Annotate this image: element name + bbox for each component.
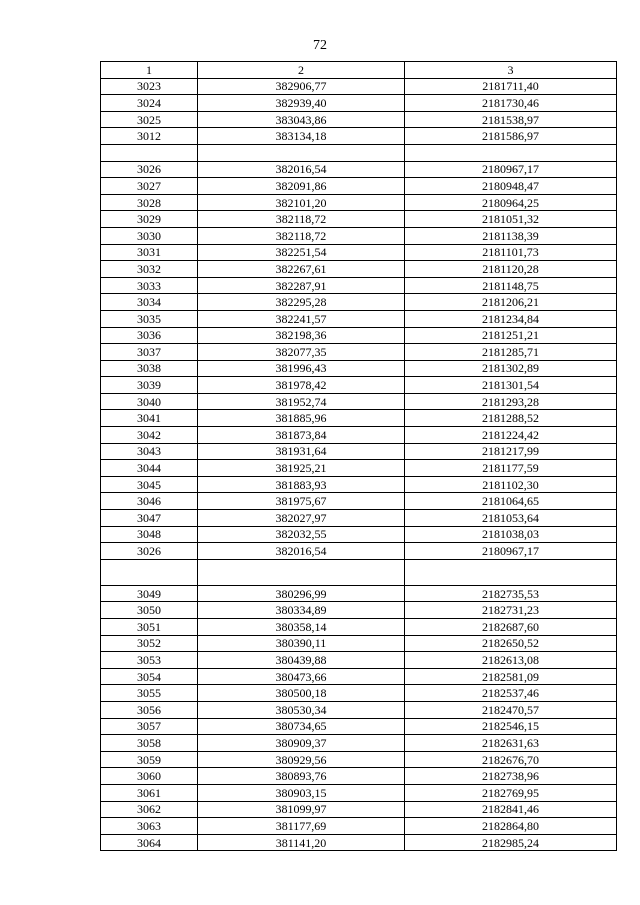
table-row [101,718,617,735]
table-row [101,360,617,377]
point-number-cell: 3053 [101,652,198,669]
group-separator-row [101,559,617,585]
y-coordinate-cell: 2182537,46 [405,685,617,702]
point-number-cell: 3045 [101,476,198,493]
point-number-cell: 3034 [101,294,198,311]
y-coordinate-cell: 2182546,15 [405,718,617,735]
y-coordinate-cell: 2181177,59 [405,460,617,477]
x-coordinate-cell: 381885,96 [198,410,405,427]
table-row [101,211,617,228]
point-number-cell: 3029 [101,211,198,228]
x-coordinate-cell: 381883,93 [198,476,405,493]
y-coordinate-cell: 2182687,60 [405,619,617,636]
table-row [101,818,617,835]
table-row [101,768,617,785]
x-coordinate-cell: 381996,43 [198,360,405,377]
y-coordinate-cell: 2181711,40 [405,78,617,95]
table-row [101,460,617,477]
point-number-cell: 3026 [101,161,198,178]
y-coordinate-cell: 2182738,96 [405,768,617,785]
x-coordinate-cell: 380390,11 [198,635,405,652]
y-coordinate-cell: 2181285,71 [405,344,617,361]
y-coordinate-cell: 2182841,46 [405,801,617,818]
x-coordinate-cell: 380909,37 [198,735,405,752]
x-coordinate-cell: 380734,65 [198,718,405,735]
x-coordinate-cell: 382251,54 [198,244,405,261]
table-row [101,344,617,361]
table-row [101,526,617,543]
x-coordinate-cell: 382287,91 [198,277,405,294]
y-coordinate-cell: 2181301,54 [405,377,617,394]
x-coordinate-cell: 382295,28 [198,294,405,311]
table-row [101,735,617,752]
point-number-cell: 3043 [101,443,198,460]
x-coordinate-cell: 382267,61 [198,261,405,278]
point-number-cell: 3032 [101,261,198,278]
x-coordinate-cell: 382027,97 [198,510,405,527]
x-coordinate-cell: 382077,35 [198,344,405,361]
table-row [101,834,617,851]
x-coordinate-cell: 382101,20 [198,194,405,211]
x-coordinate-cell: 381975,67 [198,493,405,510]
table-row [101,510,617,527]
point-number-cell: 3055 [101,685,198,702]
y-coordinate-cell: 2181101,73 [405,244,617,261]
y-coordinate-cell: 2181148,75 [405,277,617,294]
x-coordinate-cell: 381099,97 [198,801,405,818]
x-coordinate-cell: 380334,89 [198,602,405,619]
y-coordinate-cell: 2181293,28 [405,393,617,410]
y-coordinate-cell: 2180967,17 [405,161,617,178]
empty-cell [198,559,405,585]
x-coordinate-cell: 382016,54 [198,543,405,560]
table-row [101,751,617,768]
y-coordinate-cell: 2181234,84 [405,310,617,327]
column-header-2: 2 [198,62,405,79]
point-number-cell: 3027 [101,178,198,195]
x-coordinate-cell: 383134,18 [198,128,405,145]
point-number-cell: 3044 [101,460,198,477]
x-coordinate-cell: 380358,14 [198,619,405,636]
y-coordinate-cell: 2182769,95 [405,784,617,801]
x-coordinate-cell: 381978,42 [198,377,405,394]
table-row [101,801,617,818]
y-coordinate-cell: 2181038,03 [405,526,617,543]
table-row [101,619,617,636]
point-number-cell: 3060 [101,768,198,785]
point-number-cell: 3026 [101,543,198,560]
table-row [101,178,617,195]
x-coordinate-cell: 380893,76 [198,768,405,785]
x-coordinate-cell: 380929,56 [198,751,405,768]
y-coordinate-cell: 2182631,63 [405,735,617,752]
y-coordinate-cell: 2181538,97 [405,111,617,128]
table-row [101,294,617,311]
x-coordinate-cell: 382032,55 [198,526,405,543]
y-coordinate-cell: 2181053,64 [405,510,617,527]
y-coordinate-cell: 2181206,21 [405,294,617,311]
point-number-cell: 3046 [101,493,198,510]
x-coordinate-cell: 380903,15 [198,784,405,801]
y-coordinate-cell: 2182470,57 [405,701,617,718]
column-header-3: 3 [405,62,617,79]
point-number-cell: 3039 [101,377,198,394]
table-row [101,128,617,145]
table-row [101,277,617,294]
y-coordinate-cell: 2181138,39 [405,227,617,244]
point-number-cell: 3028 [101,194,198,211]
table-row [101,95,617,112]
table-row [101,701,617,718]
group-separator-row [101,144,617,161]
point-number-cell: 3025 [101,111,198,128]
table-row [101,443,617,460]
point-number-cell: 3042 [101,427,198,444]
table-row [101,635,617,652]
y-coordinate-cell: 2180948,47 [405,178,617,195]
y-coordinate-cell: 2181288,52 [405,410,617,427]
y-coordinate-cell: 2180964,25 [405,194,617,211]
point-number-cell: 3050 [101,602,198,619]
x-coordinate-cell: 380439,88 [198,652,405,669]
page-number: 72 [313,38,327,53]
y-coordinate-cell: 2182864,80 [405,818,617,835]
y-coordinate-cell: 2181120,28 [405,261,617,278]
point-number-cell: 3031 [101,244,198,261]
x-coordinate-cell: 381925,21 [198,460,405,477]
table-row [101,543,617,560]
y-coordinate-cell: 2182735,53 [405,585,617,602]
x-coordinate-cell: 382118,72 [198,227,405,244]
table-row [101,111,617,128]
empty-cell [405,144,617,161]
x-coordinate-cell: 380296,99 [198,585,405,602]
point-number-cell: 3062 [101,801,198,818]
x-coordinate-cell: 382241,57 [198,310,405,327]
x-coordinate-cell: 381931,64 [198,443,405,460]
point-number-cell: 3047 [101,510,198,527]
point-number-cell: 3048 [101,526,198,543]
table-row [101,602,617,619]
table-row [101,161,617,178]
empty-cell [101,144,198,161]
table-row [101,194,617,211]
point-number-cell: 3063 [101,818,198,835]
point-number-cell: 3035 [101,310,198,327]
point-number-cell: 3061 [101,784,198,801]
empty-cell [101,559,198,585]
x-coordinate-cell: 382016,54 [198,161,405,178]
table-body [101,78,617,851]
y-coordinate-cell: 2181224,42 [405,427,617,444]
point-number-cell: 3058 [101,735,198,752]
point-number-cell: 3040 [101,393,198,410]
point-number-cell: 3033 [101,277,198,294]
y-coordinate-cell: 2182581,09 [405,668,617,685]
point-number-cell: 3064 [101,834,198,851]
x-coordinate-cell: 381177,69 [198,818,405,835]
x-coordinate-cell: 382198,36 [198,327,405,344]
y-coordinate-cell: 2181730,46 [405,95,617,112]
table-row [101,410,617,427]
y-coordinate-cell: 2181064,65 [405,493,617,510]
table-row [101,685,617,702]
point-number-cell: 3012 [101,128,198,145]
point-number-cell: 3023 [101,78,198,95]
table-header-row [101,62,617,79]
table-row [101,476,617,493]
table-row [101,652,617,669]
y-coordinate-cell: 2181302,89 [405,360,617,377]
y-coordinate-cell: 2182731,23 [405,602,617,619]
table-row [101,327,617,344]
x-coordinate-cell: 383043,86 [198,111,405,128]
x-coordinate-cell: 380530,34 [198,701,405,718]
x-coordinate-cell: 382118,72 [198,211,405,228]
empty-cell [198,144,405,161]
y-coordinate-cell: 2180967,17 [405,543,617,560]
table-row [101,427,617,444]
empty-cell [405,559,617,585]
table-row [101,784,617,801]
table-row [101,78,617,95]
table-row [101,377,617,394]
table-row [101,585,617,602]
point-number-cell: 3052 [101,635,198,652]
point-number-cell: 3041 [101,410,198,427]
table-row [101,244,617,261]
coordinates-table [100,61,617,851]
y-coordinate-cell: 2182985,24 [405,834,617,851]
y-coordinate-cell: 2182650,52 [405,635,617,652]
point-number-cell: 3054 [101,668,198,685]
y-coordinate-cell: 2181217,99 [405,443,617,460]
x-coordinate-cell: 382939,40 [198,95,405,112]
point-number-cell: 3059 [101,751,198,768]
y-coordinate-cell: 2181051,32 [405,211,617,228]
point-number-cell: 3037 [101,344,198,361]
x-coordinate-cell: 381952,74 [198,393,405,410]
y-coordinate-cell: 2181251,21 [405,327,617,344]
y-coordinate-cell: 2181102,30 [405,476,617,493]
table-row [101,668,617,685]
x-coordinate-cell: 382906,77 [198,78,405,95]
x-coordinate-cell: 381141,20 [198,834,405,851]
point-number-cell: 3024 [101,95,198,112]
x-coordinate-cell: 380500,18 [198,685,405,702]
table-row [101,310,617,327]
x-coordinate-cell: 382091,86 [198,178,405,195]
point-number-cell: 3056 [101,701,198,718]
point-number-cell: 3057 [101,718,198,735]
point-number-cell: 3030 [101,227,198,244]
y-coordinate-cell: 2181586,97 [405,128,617,145]
x-coordinate-cell: 381873,84 [198,427,405,444]
table-row [101,227,617,244]
y-coordinate-cell: 2182676,70 [405,751,617,768]
column-header-1: 1 [101,62,198,79]
point-number-cell: 3036 [101,327,198,344]
table-row [101,493,617,510]
table-row [101,393,617,410]
point-number-cell: 3038 [101,360,198,377]
x-coordinate-cell: 380473,66 [198,668,405,685]
y-coordinate-cell: 2182613,08 [405,652,617,669]
table-row [101,261,617,278]
point-number-cell: 3051 [101,619,198,636]
point-number-cell: 3049 [101,585,198,602]
